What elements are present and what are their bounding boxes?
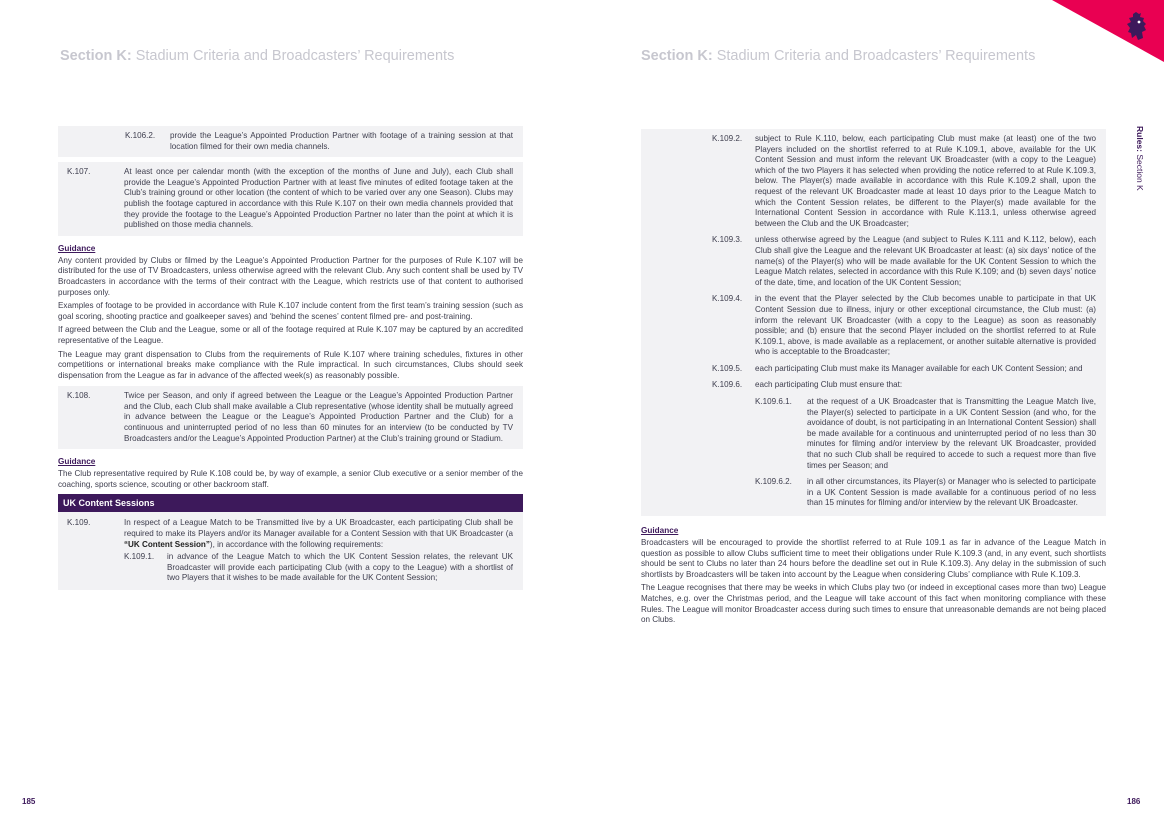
rule-k109-2: K.109.2. subject to Rule K.110, below, each participating Club must make (at least) one of the two Players included on the shortlist referred to at Rule K.109.1, above, available for the UK Content Session and must inform the relevant UK Broadcaster (with a copy to the League) which of the two Players it has selected when providing the notice referred to at Rule K.109.3, below. The Player(s) made available in accordance with this Rule K.109.2 shall, upon the request of the relevant UK Broadcaster made at least 10 days prior to the League Match to which the Content Session relates, be different to the Player(s) made available for the International Content Session in accordance with Rule K.113.1, unless otherwise agreed between the Club and the UK Broadcaster; [712,134,1096,228]
section-title-left: Section K: Stadium Criteria and Broadcasters’ Requirements [60,48,455,64]
rule-k109-1: K.109.1. in advance of the League Match to which the UK Content Session relates, the relevant UK Broadcaster will provide each participating Club (with a copy to the League) with a shortlist of two Players that it wishes to be made available for the UK Content Session; [124,552,513,583]
guidance-heading: Guidance [58,457,96,467]
side-section-tab: Rules: Section K [1135,126,1145,191]
guidance-heading: Guidance [641,526,679,535]
right-page [582,0,1164,826]
rule-k106-2: K.106.2. provide the League’s Appointed Production Partner with footage of a training session at that location filmed for their own media channels. [125,131,513,151]
guidance-paragraph: If agreed between the Club and the League, some or all of the footage required at Rule K.107 may be captured by an accredited representative of the League. [58,325,523,345]
rule-k109-3: K.109.3. unless otherwise agreed by the League (and subject to Rules K.111 and K.112, below), each Club shall give the League and the relevant UK Broadcaster at least: (a) six days’ notice of the name(s) of the Player(s) who will be made available for the UK Content Session to which the League Match relates, selected in accordance with this Rule K.109; and (b) seven days’ notice of the date, time, and location of the UK Content Session; [712,235,1096,287]
page-number-right: 186 [1127,797,1141,806]
rule-k107: K.107. At least once per calendar month (with the exception of the months of June and July), each Club shall provide the League’s Appointed Production Partner with at least five minutes of edited footage taken at the Club’s training ground or other location (the content of which to be varied over any one Season). Clubs may publish the footage captured in accordance with this Rule K.107 on their own media channels provided that they provide the footage to the League’s Appointed Production Partner no later than the point at which it is published on those media channels. [67,167,513,230]
uk-content-sessions-heading: UK Content Sessions [58,494,523,512]
guidance-paragraph: The League recognises that there may be weeks in which Clubs play two (or indeed in exceptional cases more than two) League Matches, e.g. over the Christmas period, and the League will take account of this fact when monitoring compliance with these Rules. The League will monitor Broadcaster access during such times to ensure that unreasonable demands are not being placed on Clubs. [641,583,1106,625]
guidance-heading: Guidance [58,243,96,253]
rule-k107-box [58,162,523,236]
guidance-paragraph: Examples of footage to be provided in accordance with Rule K.107 include content from the first team’s training session (such as goal scoring, shooting practice and goalkeeper saves) and ‘behind the scenes’ content filmed pre- and post-training. [58,301,523,321]
page-number-left: 185 [22,797,36,806]
rule-k109-4: K.109.4. in the event that the Player selected by the Club becomes unable to participate in that UK Content Session due to illness, injury or other exceptional circumstance, the Club must: (a) inform the relevant UK Broadcaster (with a copy to the League) as soon as reasonably possible; and (b) ensure that the second Player included on the shortlist referred to at Rule K.109.1, above, is made available as a replacement, or another suitable alternative is provided who is acceptable to the Broadcaster; [712,294,1096,357]
section-title-right: Section K: Stadium Criteria and Broadcasters’ Requirements [641,48,1036,64]
right-column [641,129,1106,629]
rule-k109-6-2: K.109.6.2. in all other circumstances, its Player(s) or Manager who is selected to participate in a UK Content Session is made available for a continuous period of no less than 15 minutes for filming and/or interview by the relevant UK Broadcaster. [755,477,1096,508]
guidance-paragraph: The League may grant dispensation to Clubs from the requirements of Rule K.107 where training schedules, fixtures in other competitions or international breaks make compliance with the Rule impractical. In such circumstances, Clubs should seek dispensation from the League as far in advance of the affected week(s) as reasonably possible. [58,349,523,380]
rule-k109-6-1: K.109.6.1. at the request of a UK Broadcaster that is Transmitting the League Match live, the Player(s) selected to participate in a UK Content Session (and who, for the avoidance of doubt, is not participating in an International Content Session) shall be made available for a continuous and uninterrupted period of no less than 30 minutes for filming and/or interview by the relevant UK Broadcaster, provided that no such Club shall be required to accede to such a request more than five times per Season; and [755,397,1096,470]
rule-k109-5: K.109.5. each participating Club must make its Manager available for each UK Content Session; and [712,363,1083,373]
rule-k109-box [58,512,523,590]
guidance-paragraph: Any content provided by Clubs or filmed by the League’s Appointed Production Partner for the purposes of Rule K.107 will be distributed for the use of TV Broadcasters, unless otherwise agreed with the relevant Club. Any such content shall be used by TV Broadcasters in accordance with the terms of their contract with the League, which restricts use of that content to authorised purposes only. [58,255,523,297]
league-lion-logo-icon [1126,12,1148,40]
guidance-paragraph: Broadcasters will be encouraged to provide the shortlist referred to at Rule 109.1 as far in advance of the League Match in question as possible to allow Clubs sufficient time to meet their obligations under Rule K.109.3 (and, in any event, such shortlists should be sent to Clubs no later than 24 hours before the deadline set out in Rule K.109.3). Any delay in the submission of such shortlists by Broadcasters will be taken into account by the League when considering Clubs’ compliance with Rule K.109.3. [641,538,1106,579]
rule-block-k109-continued [641,129,1106,516]
guidance-paragraph: The Club representative required by Rule K.108 could be, by way of example, a senior Club executive or a senior member of the coaching, sports science, scouting or other backroom staff. [58,469,523,489]
left-column [58,126,523,590]
rule-k108: K.108. Twice per Season, and only if agreed between the League or the League’s Appointed Production Partner and the Club, each Club shall make available a Club representative (whose identity shall be mutually agreed in advance between the League or the League’s Appointed Production Partner and the Club) for a continuous and uninterrupted period of no less than 60 minutes for an interview (to be conducted by TV Broadcasters and/or the League’s Appointed Production Partner) at the Club’s training ground or Stadium. [67,391,513,443]
rule-k109: K.109. In respect of a League Match to be Transmitted live by a UK Broadcaster, each participating Club shall be required to make its Players and/or its Manager available for a Content Session with that UK Broadcaster (a “UK Content Session”), in accordance with the following requirements: K.109.1. in advance of the League Match to which the UK Content Session relates, the relevant UK Broadcaster will provide each participating Club (with a copy to the League) with a shortlist of two Players that it wishes to be made available for the UK Content Session; [67,518,513,583]
rule-k108-box [58,386,523,449]
rule-block-k106-k107 [58,126,523,157]
rule-k109-6: K.109.6. each participating Club must ensure that: [712,380,903,390]
